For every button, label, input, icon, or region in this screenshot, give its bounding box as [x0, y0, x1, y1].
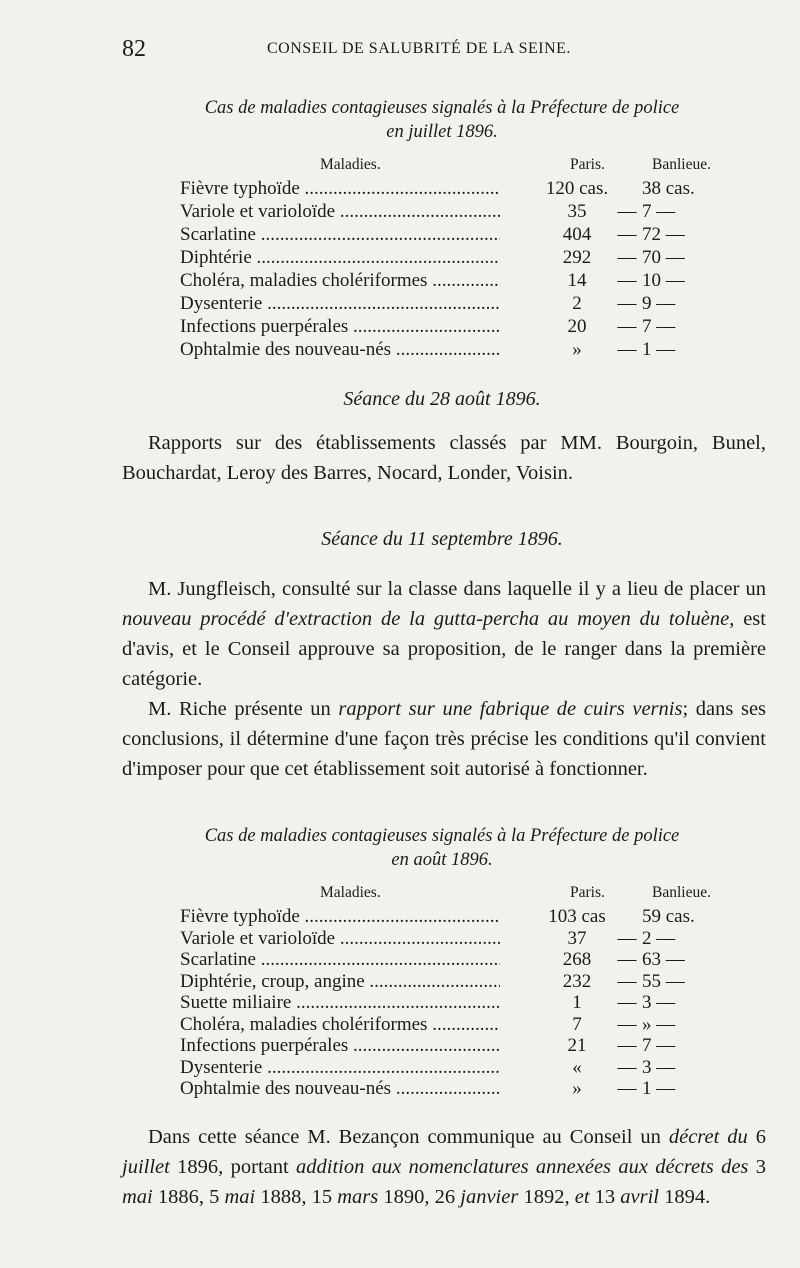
- caption-line: en juillet 1896.: [386, 122, 498, 142]
- table-row: [180, 178, 740, 201]
- banlieue-count: 3 —: [642, 1056, 676, 1078]
- table2-caption: [122, 824, 762, 872]
- dash-separator: —: [617, 293, 637, 314]
- table1-caption: [122, 96, 762, 144]
- col-banlieue: Banlieue.: [652, 156, 711, 173]
- dash-separator: —: [617, 949, 637, 970]
- paris-count: 120 cas.: [545, 178, 609, 199]
- caption-line: Cas de maladies contagieuses signalés à la Préfecture de police: [204, 826, 680, 846]
- banlieue-count: » —: [642, 1013, 676, 1035]
- banlieue-count: 70 —: [642, 247, 685, 268]
- disease-name: Scarlatine .....: [180, 224, 500, 246]
- banlieue-count: 10 —: [642, 270, 685, 291]
- disease-name: Fièvre typhoïde .....: [180, 906, 500, 928]
- page-number: 82: [122, 36, 146, 62]
- col-banlieue: Banlieue.: [652, 884, 711, 901]
- disease-name: Diphtérie .....: [180, 247, 500, 269]
- disease-name: Ophtalmie des nouveau-nés .....: [180, 339, 500, 361]
- dash-separator: —: [617, 992, 637, 1013]
- table-row: [180, 224, 740, 247]
- paragraph-bezancon: [122, 1122, 766, 1212]
- session-title: Séance du 11 septembre 1896.: [321, 528, 563, 550]
- banlieue-count: 2 —: [642, 927, 676, 949]
- disease-name: Infections puerpérales .....: [180, 316, 500, 338]
- caption-line: Cas de maladies contagieuses signalés à la Préfecture de police: [204, 98, 680, 118]
- disease-name: Scarlatine .....: [180, 949, 500, 971]
- table2: [180, 884, 740, 1100]
- table-row: [180, 1014, 740, 1036]
- paris-count: 268: [562, 949, 592, 970]
- dash-separator: —: [617, 1035, 637, 1056]
- table-row: [180, 971, 740, 993]
- paris-count: 103 cas: [548, 906, 606, 927]
- table-row: [180, 1035, 740, 1057]
- table-header: [180, 884, 740, 906]
- disease-name: Fièvre typhoïde .....: [180, 178, 500, 200]
- dash-separator: —: [617, 224, 637, 245]
- col-maladies: Maladies.: [320, 156, 381, 173]
- table-row: [180, 247, 740, 270]
- table-row: [180, 201, 740, 224]
- table-row: [180, 1078, 740, 1100]
- dash-separator: —: [617, 339, 637, 360]
- table-row: [180, 949, 740, 971]
- dash-separator: —: [617, 270, 637, 291]
- paragraph-text: M. Riche présente un rapport sur une fabrique de cuirs vernis; dans ses conclusions, il détermine d'une façon très précise les conditions qu'il convient d'imposer pour que cet établissement soit autorisé à fonctionner.: [122, 698, 767, 780]
- table-row: [180, 992, 740, 1014]
- dash-separator: —: [617, 1013, 637, 1035]
- banlieue-count: 1 —: [642, 339, 676, 360]
- banlieue-count: 3 —: [642, 992, 676, 1013]
- paris-count: 7: [572, 1013, 582, 1035]
- paragraph-jungfleisch: [122, 574, 766, 784]
- paragraph-text: M. Jungfleisch, consulté sur la classe dans laquelle il y a lieu de placer un nouveau procédé d'extraction de la gutta-percha au moyen du toluène, est d'avis, et le Conseil approuve sa proposition, de le ranger dans la première catégorie.: [122, 578, 766, 690]
- col-paris: Paris.: [570, 884, 605, 901]
- dash-separator: —: [617, 1056, 637, 1078]
- paragraph-text: Dans cette séance M. Bezançon communique au Conseil un décret du 6 juillet 1896, portant addition aux nomenclatures annexées aux décrets des 3 mai 1886, 5 mai 1888, 15 mars 1890, 26 janvier 1892, et 13 avril 1894.: [122, 1126, 767, 1208]
- paris-count: 21: [567, 1035, 587, 1056]
- banlieue-count: 38 cas.: [642, 178, 695, 199]
- disease-name: Choléra, maladies cholériformes .....: [180, 270, 500, 292]
- banlieue-count: 55 —: [642, 970, 685, 992]
- paris-count: 20: [567, 316, 587, 337]
- page-header: [122, 36, 762, 66]
- paris-count: 232: [562, 970, 592, 992]
- dash-separator: —: [617, 316, 637, 337]
- table-header: [180, 156, 740, 178]
- paris-count: «: [572, 1056, 582, 1078]
- disease-name: Variole et varioloïde .....: [180, 928, 500, 950]
- banlieue-count: 72 —: [642, 224, 685, 245]
- paragraph-rapports: [122, 428, 766, 488]
- dash-separator: —: [617, 247, 637, 268]
- table-row: [180, 928, 740, 950]
- dash-separator: —: [617, 970, 637, 992]
- running-title: CONSEIL DE SALUBRITÉ DE LA SEINE.: [267, 40, 571, 57]
- table-row: [180, 906, 740, 928]
- banlieue-count: 59 cas.: [642, 906, 695, 927]
- dash-separator: —: [617, 927, 637, 949]
- paris-count: 2: [572, 293, 582, 314]
- disease-name: Dysenterie .....: [180, 293, 500, 315]
- disease-name: Suette miliaire .....: [180, 992, 500, 1014]
- table-row: [180, 1057, 740, 1079]
- disease-name: Ophtalmie des nouveau-nés .....: [180, 1078, 500, 1100]
- table-row: [180, 316, 740, 339]
- paris-count: 292: [562, 247, 592, 268]
- banlieue-count: 9 —: [642, 293, 676, 314]
- banlieue-count: 63 —: [642, 949, 685, 970]
- table-row: [180, 293, 740, 316]
- banlieue-count: 7 —: [642, 316, 676, 337]
- banlieue-count: 7 —: [642, 201, 676, 222]
- paris-count: 404: [562, 224, 592, 245]
- paris-count: 1: [572, 992, 582, 1013]
- dash-separator: —: [617, 1078, 637, 1099]
- dash-separator: —: [617, 201, 637, 222]
- table-row: [180, 339, 740, 362]
- paris-count: 37: [567, 927, 587, 949]
- disease-name: Dysenterie .....: [180, 1057, 500, 1079]
- disease-name: Variole et varioloïde .....: [180, 201, 500, 223]
- disease-name: Choléra, maladies cholériformes .....: [180, 1014, 500, 1036]
- session-title: Séance du 28 août 1896.: [343, 388, 541, 410]
- banlieue-count: 1 —: [642, 1078, 676, 1099]
- disease-name: Diphtérie, croup, angine .....: [180, 971, 500, 993]
- col-paris: Paris.: [570, 156, 605, 173]
- table1: [180, 156, 740, 362]
- paris-count: 14: [567, 270, 587, 291]
- col-maladies: Maladies.: [320, 884, 381, 901]
- paragraph-text: Rapports sur des établissements classés par MM. Bourgoin, Bunel, Bouchardat, Leroy des Barres, Nocard, Londer, Voisin.: [122, 432, 766, 484]
- table-row: [180, 270, 740, 293]
- caption-line: en août 1896.: [391, 850, 493, 870]
- paris-count: 35: [567, 201, 587, 222]
- paris-count: »: [572, 1078, 582, 1099]
- paris-count: »: [572, 339, 582, 360]
- banlieue-count: 7 —: [642, 1035, 676, 1056]
- disease-name: Infections puerpérales .....: [180, 1035, 500, 1057]
